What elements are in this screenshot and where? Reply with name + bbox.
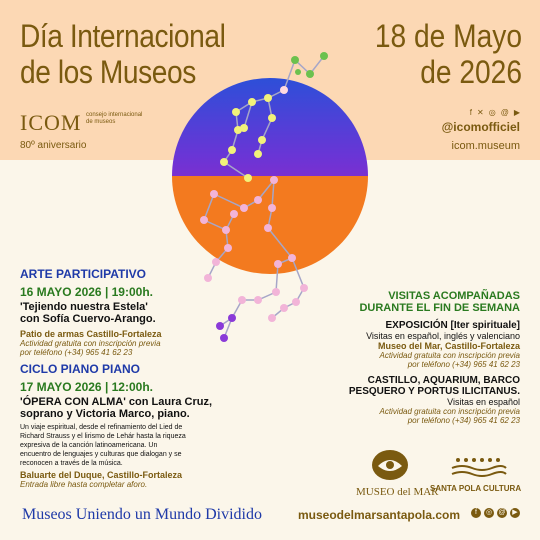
footer-social-icons (471, 508, 520, 518)
instagram-icon[interactable]: ◎ (485, 509, 493, 516)
threads-icon[interactable]: @ (498, 509, 506, 516)
threads-icon[interactable]: @ (500, 108, 509, 117)
arte-line-1: 'Tejiendo nuestra Estela' (20, 301, 148, 313)
visitas-section (310, 290, 520, 425)
website-link[interactable]: icom.museum (451, 140, 520, 152)
ciclo-description (20, 423, 270, 468)
date-line-1: 18 de Mayo (374, 18, 522, 54)
arte-place: Patio de armas Castillo-Fortaleza (20, 329, 162, 339)
ciclo-line-2: soprano y Victoria Marco, piano. (20, 408, 190, 420)
museo-del-mar-label: MUSEO del MAR (356, 486, 439, 498)
ciclo-note: Entrada libre hasta completar aforo. (20, 480, 148, 489)
ciclo-desc-2: Richard Strauss y el lirismo de Lehár hasta la riqueza (20, 433, 186, 440)
ciclo-section (20, 362, 270, 489)
ciclo-desc-3: expresiva de la canción latinoamericana. Un (20, 442, 158, 449)
facebook-icon[interactable]: f (471, 508, 481, 518)
social-handle[interactable]: @icomofficiel (441, 120, 520, 134)
social-icons (470, 108, 520, 117)
page-title (20, 18, 240, 90)
castillo-title-1: CASTILLO, AQUARIUM, BARCO (367, 375, 520, 386)
youtube-icon[interactable]: ▶ (510, 508, 520, 518)
ciclo-place: Baluarte del Duque, Castillo-Fortaleza (20, 470, 183, 480)
youtube-icon[interactable]: ▶ (513, 108, 520, 117)
arte-heading: ARTE PARTICIPATIVO (20, 267, 146, 281)
arte-section (20, 267, 250, 357)
icom-logo: ICOM (20, 110, 82, 135)
castillo-note-2: por teléfono (+34) 965 41 62 23 (407, 416, 520, 425)
footer-slogan: Museos Uniendo un Mundo Dividido (22, 506, 262, 523)
anniversary-label: 80º aniversario (20, 140, 87, 151)
icom-subtitle: consejo internacional de museos (86, 112, 143, 125)
ciclo-heading: CICLO PIANO PIANO (20, 362, 141, 376)
ciclo-date: 17 MAYO 2026 | 12:00h. (20, 380, 153, 394)
museo-del-mar-logo (370, 448, 410, 482)
arte-line-2: con Sofía Cuervo-Arango. (20, 313, 156, 325)
title-line-2: de los Museos (20, 54, 196, 90)
ciclo-line-1: 'ÓPERA CON ALMA' con Laura Cruz, (20, 396, 213, 408)
castillo-note-1: Actividad gratuita con inscripción previa (379, 407, 520, 416)
santa-pola-label: SANTA POLA CULTURA (430, 484, 522, 493)
visitas-heading-1: VISITAS ACOMPAÑADAS (388, 290, 520, 302)
castillo-languages: Visitas en español (447, 397, 520, 407)
title-line-1: Día Internacional (20, 18, 226, 54)
arte-date: 16 MAYO 2026 | 19:00h. (20, 285, 153, 299)
facebook-icon[interactable]: f (469, 108, 473, 117)
footer-website-link[interactable]: museodelmarsantapola.com (298, 508, 461, 522)
visitas-heading-2: DURANTE EL FIN DE SEMANA (359, 302, 520, 314)
expo-note-1: Actividad gratuita con inscripción previa (379, 351, 520, 360)
expo-note-2: por teléfono (+34) 965 41 62 23 (407, 360, 520, 369)
ciclo-desc-5: reconocen a través de la música. (20, 460, 123, 467)
ciclo-desc-1: Un viaje espiritual, desde el refinamiento del Lied de (20, 424, 183, 431)
event-date (328, 18, 522, 90)
x-icon[interactable]: ✕ (477, 108, 484, 117)
santa-pola-logo (448, 454, 508, 480)
castillo-title-2: PESQUERO Y PORTUS ILICITANUS. (348, 386, 520, 397)
arte-note-2: por teléfono (+34) 965 41 62 23 (20, 348, 133, 357)
instagram-icon[interactable]: ◎ (488, 108, 496, 117)
ciclo-desc-4: encuentro de lenguajes y culturas que dialogan y se (20, 451, 182, 458)
expo-languages: Visitas en español, inglés y valenciano (366, 331, 520, 341)
arte-note-1: Actividad gratuita con inscripción previa (20, 339, 161, 348)
expo-place: Museo del Mar, Castillo-Fortaleza (377, 341, 520, 351)
date-line-2: de 2026 (420, 54, 522, 90)
expo-title: EXPOSICIÓN [Iter spirituale] (385, 320, 520, 331)
